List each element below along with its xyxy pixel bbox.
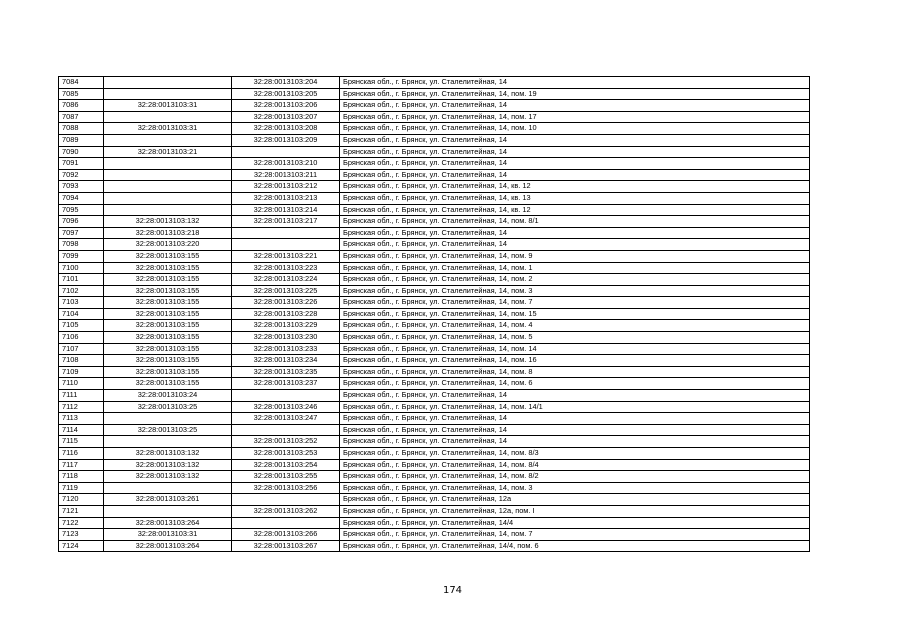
address-cell: Брянская обл., г. Брянск, ул. Сталелитейная, 14 xyxy=(340,146,810,158)
row-number-cell: 7085 xyxy=(59,88,104,100)
address-cell: Брянская обл., г. Брянск, ул. Сталелитейная, 14, пом. 7 xyxy=(340,529,810,541)
table-row xyxy=(59,436,810,448)
cadastral-number-cell: 32:28:0013103:256 xyxy=(232,482,340,494)
table-row xyxy=(59,448,810,460)
parent-cadastral-cell: 32:28:0013103:264 xyxy=(104,540,232,552)
row-number-cell: 7114 xyxy=(59,424,104,436)
table-row xyxy=(59,320,810,332)
cadastral-number-cell xyxy=(232,227,340,239)
row-number-cell: 7086 xyxy=(59,100,104,112)
row-number-cell: 7110 xyxy=(59,378,104,390)
parent-cadastral-cell: 32:28:0013103:132 xyxy=(104,471,232,483)
cadastral-number-cell: 32:28:0013103:214 xyxy=(232,204,340,216)
table-row xyxy=(59,517,810,529)
table-row xyxy=(59,216,810,228)
row-number-cell: 7099 xyxy=(59,250,104,262)
address-cell: Брянская обл., г. Брянск, ул. Сталелитейная, 14, пом. 4 xyxy=(340,320,810,332)
table-row xyxy=(59,285,810,297)
cadastral-number-cell: 32:28:0013103:253 xyxy=(232,448,340,460)
table-row xyxy=(59,401,810,413)
address-cell: Брянская обл., г. Брянск, ул. Сталелитейная, 14, пом. 17 xyxy=(340,111,810,123)
row-number-cell: 7119 xyxy=(59,482,104,494)
cadastral-number-cell xyxy=(232,494,340,506)
address-cell: Брянская обл., г. Брянск, ул. Сталелитейная, 14, пом. 8 xyxy=(340,366,810,378)
cadastral-number-cell xyxy=(232,390,340,402)
table-row xyxy=(59,274,810,286)
cadastral-number-cell: 32:28:0013103:255 xyxy=(232,471,340,483)
cadastral-number-cell: 32:28:0013103:205 xyxy=(232,88,340,100)
address-cell: Брянская обл., г. Брянск, ул. Сталелитейная, 14, пом. 19 xyxy=(340,88,810,100)
table-row xyxy=(59,297,810,309)
table-row xyxy=(59,111,810,123)
table-row xyxy=(59,343,810,355)
cadastral-number-cell: 32:28:0013103:247 xyxy=(232,413,340,425)
row-number-cell: 7120 xyxy=(59,494,104,506)
table-row xyxy=(59,227,810,239)
parent-cadastral-cell xyxy=(104,169,232,181)
row-number-cell: 7121 xyxy=(59,505,104,517)
cadastral-number-cell: 32:28:0013103:246 xyxy=(232,401,340,413)
row-number-cell: 7095 xyxy=(59,204,104,216)
cadastral-number-cell: 32:28:0013103:217 xyxy=(232,216,340,228)
cadastral-number-cell: 32:28:0013103:234 xyxy=(232,355,340,367)
cadastral-number-cell: 32:28:0013103:235 xyxy=(232,366,340,378)
row-number-cell: 7112 xyxy=(59,401,104,413)
table-row xyxy=(59,332,810,344)
row-number-cell: 7093 xyxy=(59,181,104,193)
row-number-cell: 7123 xyxy=(59,529,104,541)
parent-cadastral-cell xyxy=(104,77,232,89)
cadastral-number-cell xyxy=(232,424,340,436)
parent-cadastral-cell: 32:28:0013103:132 xyxy=(104,216,232,228)
address-cell: Брянская обл., г. Брянск, ул. Сталелитейная, 14, пом. 15 xyxy=(340,308,810,320)
row-number-cell: 7108 xyxy=(59,355,104,367)
table-row xyxy=(59,308,810,320)
address-cell: Брянская обл., г. Брянск, ул. Сталелитейная, 14 xyxy=(340,227,810,239)
cadastral-number-cell: 32:28:0013103:266 xyxy=(232,529,340,541)
cadastral-number-cell: 32:28:0013103:211 xyxy=(232,169,340,181)
parent-cadastral-cell: 32:28:0013103:31 xyxy=(104,529,232,541)
register-table-body xyxy=(59,77,810,552)
cadastral-number-cell: 32:28:0013103:207 xyxy=(232,111,340,123)
table-row xyxy=(59,366,810,378)
parent-cadastral-cell: 32:28:0013103:155 xyxy=(104,308,232,320)
table-row xyxy=(59,262,810,274)
row-number-cell: 7084 xyxy=(59,77,104,89)
table-row xyxy=(59,239,810,251)
parent-cadastral-cell: 32:28:0013103:155 xyxy=(104,378,232,390)
address-cell: Брянская обл., г. Брянск, ул. Сталелитейная, 14, пом. 14/1 xyxy=(340,401,810,413)
table-row xyxy=(59,390,810,402)
address-cell: Брянская обл., г. Брянск, ул. Сталелитейная, 14 xyxy=(340,100,810,112)
address-cell: Брянская обл., г. Брянск, ул. Сталелитейная, 14, кв. 13 xyxy=(340,192,810,204)
cadastral-number-cell xyxy=(232,146,340,158)
address-cell: Брянская обл., г. Брянск, ул. Сталелитейная, 14/4 xyxy=(340,517,810,529)
cadastral-number-cell: 32:28:0013103:209 xyxy=(232,134,340,146)
address-cell: Брянская обл., г. Брянск, ул. Сталелитейная, 14, пом. 8/1 xyxy=(340,216,810,228)
address-cell: Брянская обл., г. Брянск, ул. Сталелитейная, 14/4, пом. 6 xyxy=(340,540,810,552)
address-cell: Брянская обл., г. Брянск, ул. Сталелитейная, 14, пом. 1 xyxy=(340,262,810,274)
address-cell: Брянская обл., г. Брянск, ул. Сталелитейная, 14, пом. 8/2 xyxy=(340,471,810,483)
parent-cadastral-cell: 32:28:0013103:25 xyxy=(104,424,232,436)
table-row xyxy=(59,482,810,494)
row-number-cell: 7124 xyxy=(59,540,104,552)
table-row xyxy=(59,181,810,193)
cadastral-number-cell: 32:28:0013103:212 xyxy=(232,181,340,193)
cadastral-number-cell: 32:28:0013103:228 xyxy=(232,308,340,320)
address-cell: Брянская обл., г. Брянск, ул. Сталелитейная, 12а, пом. I xyxy=(340,505,810,517)
row-number-cell: 7117 xyxy=(59,459,104,471)
table-row xyxy=(59,77,810,89)
address-cell: Брянская обл., г. Брянск, ул. Сталелитейная, 14, кв. 12 xyxy=(340,181,810,193)
parent-cadastral-cell xyxy=(104,482,232,494)
table-row xyxy=(59,146,810,158)
table-row xyxy=(59,204,810,216)
address-cell: Брянская обл., г. Брянск, ул. Сталелитейная, 14, пом. 8/3 xyxy=(340,448,810,460)
row-number-cell: 7104 xyxy=(59,308,104,320)
page-number: 174 xyxy=(442,585,463,596)
table-row xyxy=(59,424,810,436)
parent-cadastral-cell xyxy=(104,181,232,193)
address-cell: Брянская обл., г. Брянск, ул. Сталелитейная, 14, пом. 3 xyxy=(340,285,810,297)
table-row xyxy=(59,413,810,425)
table-row xyxy=(59,88,810,100)
table-row xyxy=(59,529,810,541)
table-row xyxy=(59,123,810,135)
table-row xyxy=(59,355,810,367)
address-cell: Брянская обл., г. Брянск, ул. Сталелитейная, 14, кв. 12 xyxy=(340,204,810,216)
parent-cadastral-cell xyxy=(104,88,232,100)
parent-cadastral-cell: 32:28:0013103:155 xyxy=(104,366,232,378)
parent-cadastral-cell: 32:28:0013103:155 xyxy=(104,320,232,332)
parent-cadastral-cell xyxy=(104,158,232,170)
address-cell: Брянская обл., г. Брянск, ул. Сталелитейная, 14 xyxy=(340,413,810,425)
row-number-cell: 7115 xyxy=(59,436,104,448)
row-number-cell: 7107 xyxy=(59,343,104,355)
address-cell: Брянская обл., г. Брянск, ул. Сталелитейная, 14, пом. 3 xyxy=(340,482,810,494)
parent-cadastral-cell: 32:28:0013103:218 xyxy=(104,227,232,239)
parent-cadastral-cell xyxy=(104,436,232,448)
table-row xyxy=(59,540,810,552)
row-number-cell: 7089 xyxy=(59,134,104,146)
cadastral-number-cell xyxy=(232,239,340,251)
table-row xyxy=(59,100,810,112)
row-number-cell: 7087 xyxy=(59,111,104,123)
row-number-cell: 7094 xyxy=(59,192,104,204)
cadastral-number-cell: 32:28:0013103:225 xyxy=(232,285,340,297)
cadastral-number-cell: 32:28:0013103:213 xyxy=(232,192,340,204)
parent-cadastral-cell: 32:28:0013103:155 xyxy=(104,355,232,367)
parent-cadastral-cell: 32:28:0013103:31 xyxy=(104,123,232,135)
parent-cadastral-cell xyxy=(104,204,232,216)
address-cell: Брянская обл., г. Брянск, ул. Сталелитейная, 14, пом. 14 xyxy=(340,343,810,355)
row-number-cell: 7091 xyxy=(59,158,104,170)
parent-cadastral-cell: 32:28:0013103:155 xyxy=(104,262,232,274)
cadastral-number-cell: 32:28:0013103:237 xyxy=(232,378,340,390)
table-row xyxy=(59,494,810,506)
address-cell: Брянская обл., г. Брянск, ул. Сталелитейная, 14 xyxy=(340,134,810,146)
row-number-cell: 7102 xyxy=(59,285,104,297)
parent-cadastral-cell: 32:28:0013103:264 xyxy=(104,517,232,529)
table-row xyxy=(59,158,810,170)
parent-cadastral-cell: 32:28:0013103:220 xyxy=(104,239,232,251)
parent-cadastral-cell: 32:28:0013103:132 xyxy=(104,459,232,471)
parent-cadastral-cell xyxy=(104,505,232,517)
row-number-cell: 7113 xyxy=(59,413,104,425)
row-number-cell: 7088 xyxy=(59,123,104,135)
address-cell: Брянская обл., г. Брянск, ул. Сталелитейная, 12а xyxy=(340,494,810,506)
parent-cadastral-cell xyxy=(104,192,232,204)
address-cell: Брянская обл., г. Брянск, ул. Сталелитейная, 14, пом. 7 xyxy=(340,297,810,309)
row-number-cell: 7100 xyxy=(59,262,104,274)
parent-cadastral-cell: 32:28:0013103:24 xyxy=(104,390,232,402)
parent-cadastral-cell: 32:28:0013103:132 xyxy=(104,448,232,460)
register-table xyxy=(58,76,810,552)
address-cell: Брянская обл., г. Брянск, ул. Сталелитейная, 14 xyxy=(340,239,810,251)
table-row xyxy=(59,192,810,204)
row-number-cell: 7103 xyxy=(59,297,104,309)
parent-cadastral-cell: 32:28:0013103:25 xyxy=(104,401,232,413)
cadastral-number-cell: 32:28:0013103:224 xyxy=(232,274,340,286)
parent-cadastral-cell: 32:28:0013103:155 xyxy=(104,250,232,262)
cadastral-number-cell: 32:28:0013103:223 xyxy=(232,262,340,274)
row-number-cell: 7101 xyxy=(59,274,104,286)
row-number-cell: 7111 xyxy=(59,390,104,402)
table-row xyxy=(59,250,810,262)
cadastral-number-cell: 32:28:0013103:208 xyxy=(232,123,340,135)
table-row xyxy=(59,459,810,471)
address-cell: Брянская обл., г. Брянск, ул. Сталелитейная, 14, пом. 5 xyxy=(340,332,810,344)
table-row xyxy=(59,378,810,390)
row-number-cell: 7116 xyxy=(59,448,104,460)
parent-cadastral-cell: 32:28:0013103:155 xyxy=(104,343,232,355)
cadastral-number-cell: 32:28:0013103:229 xyxy=(232,320,340,332)
parent-cadastral-cell: 32:28:0013103:155 xyxy=(104,285,232,297)
address-cell: Брянская обл., г. Брянск, ул. Сталелитейная, 14, пом. 10 xyxy=(340,123,810,135)
row-number-cell: 7090 xyxy=(59,146,104,158)
cadastral-number-cell: 32:28:0013103:221 xyxy=(232,250,340,262)
cadastral-number-cell: 32:28:0013103:233 xyxy=(232,343,340,355)
address-cell: Брянская обл., г. Брянск, ул. Сталелитейная, 14 xyxy=(340,390,810,402)
parent-cadastral-cell xyxy=(104,413,232,425)
cadastral-number-cell: 32:28:0013103:226 xyxy=(232,297,340,309)
cadastral-number-cell: 32:28:0013103:254 xyxy=(232,459,340,471)
row-number-cell: 7109 xyxy=(59,366,104,378)
cadastral-number-cell xyxy=(232,517,340,529)
address-cell: Брянская обл., г. Брянск, ул. Сталелитейная, 14 xyxy=(340,436,810,448)
address-cell: Брянская обл., г. Брянск, ул. Сталелитейная, 14 xyxy=(340,424,810,436)
row-number-cell: 7105 xyxy=(59,320,104,332)
parent-cadastral-cell: 32:28:0013103:155 xyxy=(104,332,232,344)
cadastral-number-cell: 32:28:0013103:230 xyxy=(232,332,340,344)
table-row xyxy=(59,505,810,517)
address-cell: Брянская обл., г. Брянск, ул. Сталелитейная, 14, пом. 6 xyxy=(340,378,810,390)
cadastral-number-cell: 32:28:0013103:267 xyxy=(232,540,340,552)
parent-cadastral-cell: 32:28:0013103:155 xyxy=(104,274,232,286)
row-number-cell: 7098 xyxy=(59,239,104,251)
parent-cadastral-cell: 32:28:0013103:155 xyxy=(104,297,232,309)
parent-cadastral-cell xyxy=(104,111,232,123)
row-number-cell: 7118 xyxy=(59,471,104,483)
cadastral-number-cell: 32:28:0013103:206 xyxy=(232,100,340,112)
address-cell: Брянская обл., г. Брянск, ул. Сталелитейная, 14, пом. 16 xyxy=(340,355,810,367)
row-number-cell: 7092 xyxy=(59,169,104,181)
address-cell: Брянская обл., г. Брянск, ул. Сталелитейная, 14, пом. 8/4 xyxy=(340,459,810,471)
parent-cadastral-cell: 32:28:0013103:31 xyxy=(104,100,232,112)
cadastral-number-cell: 32:28:0013103:204 xyxy=(232,77,340,89)
address-cell: Брянская обл., г. Брянск, ул. Сталелитейная, 14 xyxy=(340,169,810,181)
row-number-cell: 7122 xyxy=(59,517,104,529)
row-number-cell: 7106 xyxy=(59,332,104,344)
address-cell: Брянская обл., г. Брянск, ул. Сталелитейная, 14, пом. 2 xyxy=(340,274,810,286)
cadastral-number-cell: 32:28:0013103:262 xyxy=(232,505,340,517)
address-cell: Брянская обл., г. Брянск, ул. Сталелитейная, 14, пом. 9 xyxy=(340,250,810,262)
table-row xyxy=(59,471,810,483)
parent-cadastral-cell: 32:28:0013103:21 xyxy=(104,146,232,158)
cadastral-number-cell: 32:28:0013103:210 xyxy=(232,158,340,170)
row-number-cell: 7097 xyxy=(59,227,104,239)
parent-cadastral-cell: 32:28:0013103:261 xyxy=(104,494,232,506)
address-cell: Брянская обл., г. Брянск, ул. Сталелитейная, 14 xyxy=(340,77,810,89)
address-cell: Брянская обл., г. Брянск, ул. Сталелитейная, 14 xyxy=(340,158,810,170)
table-row xyxy=(59,169,810,181)
cadastral-number-cell: 32:28:0013103:252 xyxy=(232,436,340,448)
parent-cadastral-cell xyxy=(104,134,232,146)
table-row xyxy=(59,134,810,146)
row-number-cell: 7096 xyxy=(59,216,104,228)
